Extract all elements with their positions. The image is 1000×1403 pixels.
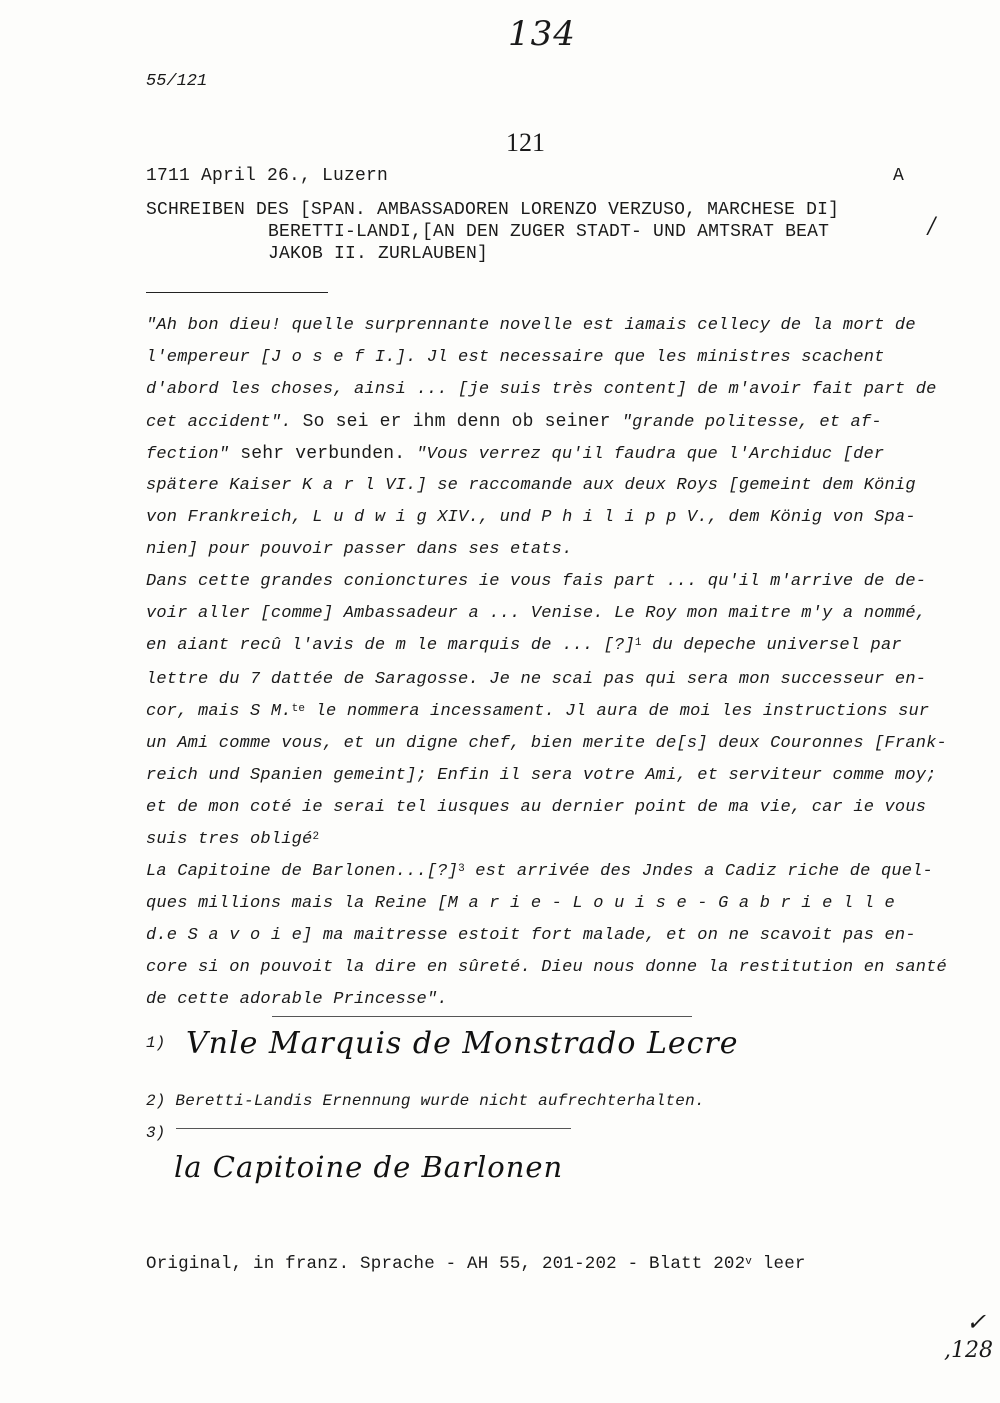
body-line: "Ah bon dieu! quelle surprennante novelle est iamais cellecy de la mort de	[146, 316, 916, 335]
footnote-2-label: 2)	[146, 1092, 166, 1110]
body-line: nien] pour pouvoir passer dans ses etats.	[146, 540, 573, 559]
footnote-ref: 2	[312, 831, 320, 843]
body-line: voir aller [comme] Ambassadeur a ... Venise. Le Roy mon maitre m'y a nommé,	[146, 604, 927, 623]
title-line-2: BERETTI-LANDI,[AN DEN ZUGER STADT- UND AMTSRAT BEAT	[268, 222, 830, 242]
separator-rule	[146, 292, 328, 293]
footnote-3-label: 3)	[146, 1124, 166, 1142]
body-line: de cette adorable Princesse".	[146, 990, 448, 1009]
handwritten-signature-3: la Capitoine de Barlonen	[174, 1150, 564, 1184]
footnote-2	[146, 1092, 705, 1110]
body-line: Dans cette grandes conionctures ie vous fais part ... qu'il m'arrive de de-	[146, 572, 927, 591]
body-line: La Capitoine de Barlonen...[?]$^3$ est arrivée des Jndes a Cadiz riche de quel-	[146, 862, 933, 881]
body-line	[146, 444, 884, 464]
document-number: 121	[506, 128, 545, 157]
body-line: lettre du 7 dattée de Saragosse. Je ne scai pas qui sera mon successeur en-	[146, 670, 927, 689]
body-line: d.e S a v o i e] ma maitresse estoit fort malade, et on ne scavoit pas en-	[146, 926, 916, 945]
handwritten-signature-1: Vnle Marquis de Monstrado Lecre	[186, 1026, 739, 1061]
margin-tick: /	[928, 214, 936, 239]
body-line: cor, mais S M.$^{te}$ le nommera incessament. Jl aura de moi les instructions sur	[146, 702, 930, 721]
body-line: en aiant recû l'avis de m le marquis de ... [?]$^1$ du depeche universel par	[146, 636, 902, 655]
body-line: d'abord les choses, ainsi ... [je suis très content] de m'avoir fait part de	[146, 380, 937, 399]
body-quote: "Vous verrez qu'il faudra que l'Archiduc [der	[416, 445, 885, 464]
title-line-3: JAKOB II. ZURLAUBEN]	[268, 244, 489, 264]
body-quote: fection"	[146, 445, 230, 464]
corner-number: ,128	[944, 1338, 993, 1363]
body-line: suis tres obligé$^2$	[146, 830, 320, 849]
footnote-2-text: Beretti-Landis Ernennung wurde nicht aufrechterhalten.	[175, 1092, 705, 1110]
footnote-1-rule	[272, 1016, 692, 1017]
page-stamp-number: 134	[508, 14, 576, 54]
body-line: et de mon coté ie serai tel iusques au dernier point de ma vie, car ie vous	[146, 798, 927, 817]
title-line-1: SCHREIBEN DES [SPAN. AMBASSADOREN LORENZO VERZUSO, MARCHESE DI]	[146, 200, 840, 220]
side-mark: A	[893, 166, 904, 186]
date-place: 1711 April 26., Luzern	[146, 166, 389, 186]
check-mark-icon: ✓	[966, 1308, 987, 1336]
body-quote: "grande politesse, et af-	[621, 413, 882, 432]
body-german: sehr verbunden.	[229, 444, 417, 464]
body-line: reich und Spanien gemeint]; Enfin il sera votre Ami, et serviteur comme moy;	[146, 766, 937, 785]
archive-reference: 55/121	[146, 72, 208, 91]
body-line: spätere Kaiser K a r l VI.] se raccomande aux deux Roys [gemeint dem König	[146, 476, 916, 495]
footnote-1-label: 1)	[146, 1034, 166, 1052]
body-line: core si on pouvoit la dire en sûreté. Dieu nous donne la restitution en santé	[146, 958, 947, 977]
superscript: te	[291, 703, 306, 715]
footnote-ref: 1	[634, 637, 642, 649]
superscript: v	[745, 1256, 753, 1268]
body-line: von Frankreich, L u d w i g XIV., und P h i l i p p V., dem König von Spa-	[146, 508, 916, 527]
footnote-3-rule	[176, 1128, 571, 1129]
body-line: ques millions mais la Reine [M a r i e - L o u i s e - G a b r i e l l e	[146, 894, 895, 913]
body-line: un Ami comme vous, et un digne chef, bien merite de[s] deux Couronnes [Frank-	[146, 734, 947, 753]
body-line	[146, 412, 882, 432]
body-line: l'empereur [J o s e f I.]. Jl est necessaire que les ministres scachent	[146, 348, 885, 367]
source-note: Original, in franz. Sprache - AH 55, 201-202 - Blatt 202$^v$ leer	[146, 1254, 806, 1274]
body-quote: cet accident".	[146, 413, 292, 432]
body-german: So sei er ihm denn ob seiner	[291, 412, 622, 432]
footnote-ref: 3	[458, 863, 465, 875]
